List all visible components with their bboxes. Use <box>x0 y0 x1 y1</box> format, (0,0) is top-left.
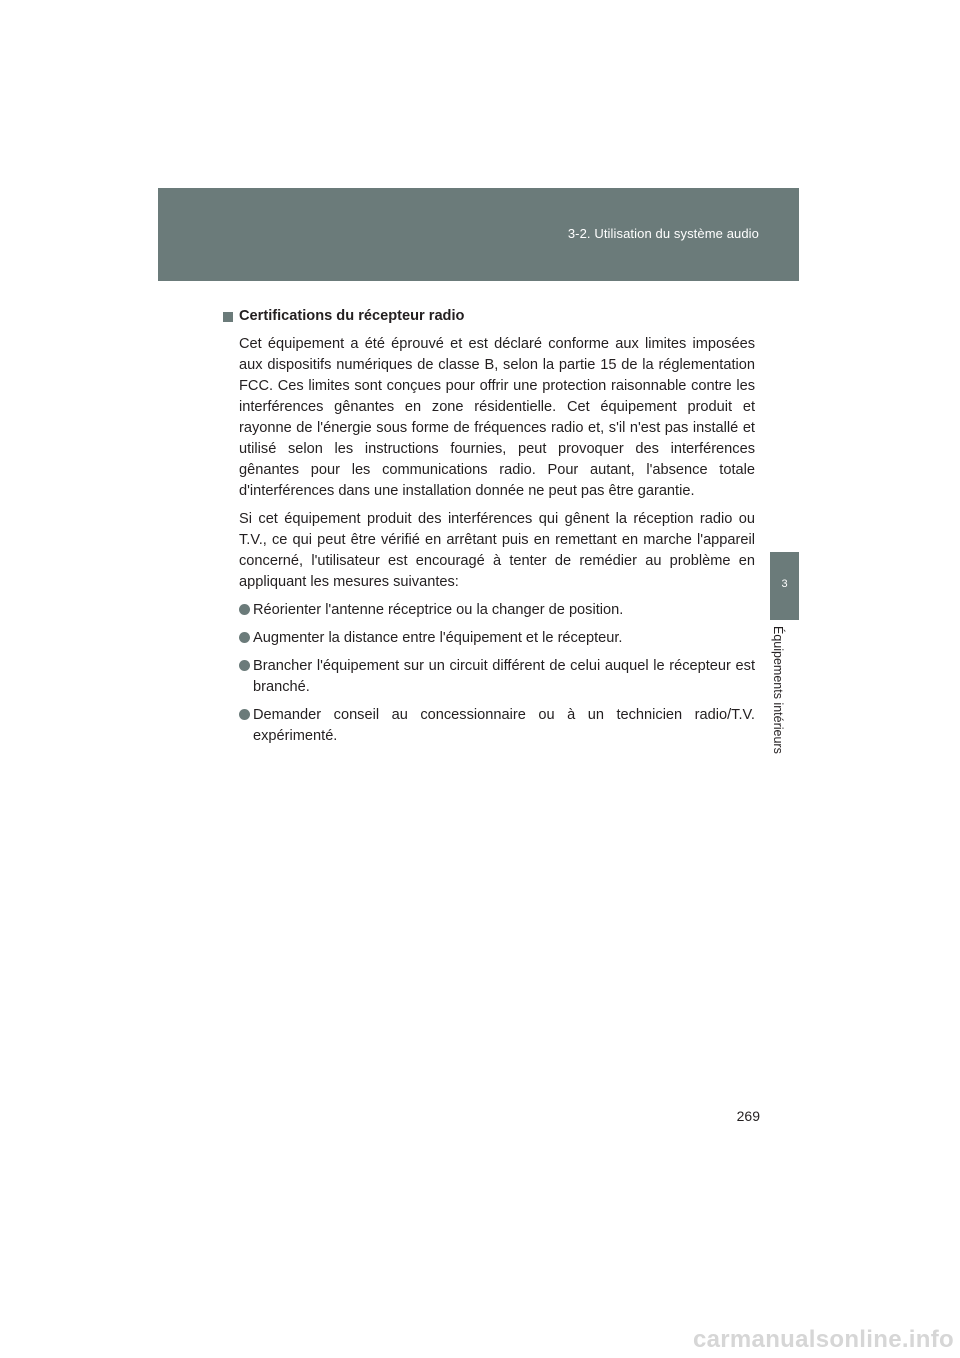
watermark: carmanualsonline.info <box>692 1326 954 1353</box>
list-item <box>239 705 755 747</box>
list-item <box>239 628 755 649</box>
main-content <box>223 306 755 754</box>
header-band <box>158 188 799 281</box>
chapter-number: 3 <box>781 578 788 590</box>
list-item-text: Demander conseil au concessionnaire ou à un technicien radio/T.V. expérimenté. <box>253 707 755 744</box>
list-item-text: Réorienter l'antenne réceptrice ou la changer de position. <box>253 602 624 618</box>
section-title: 3-2. Utilisation du système audio <box>567 226 759 241</box>
list-item-text: Augmenter la distance entre l'équipement et le récepteur. <box>253 630 623 646</box>
section-heading <box>223 306 755 327</box>
chapter-label: Équipements intérieurs <box>771 626 785 754</box>
list-item <box>239 600 755 621</box>
section-heading-text: Certifications du récepteur radio <box>239 308 465 324</box>
circle-bullet-icon <box>239 660 250 671</box>
list-item <box>239 656 755 698</box>
square-bullet-icon <box>223 312 233 322</box>
list-item-text: Brancher l'équipement sur un circuit différent de celui auquel le récepteur est branché. <box>253 658 755 695</box>
page-number: 269 <box>736 1108 760 1124</box>
paragraph: Cet équipement a été éprouvé et est déclaré conforme aux limites imposées aux dispositifs numériques de classe B, selon la partie 15 de la réglementation FCC. Ces limites sont conçues pour offrir une protection raisonnable contre les interférences gênantes en zone résidentielle. Cet équipement produit et rayonne de l'énergie sous forme de fréquences radio et, s'il n'est pas installé et utilisé selon les instructions fournies, peut provoquer des interférences gênantes pour les communications radio. Pour autant, l'absence totale d'interférences dans une installation donnée ne peut pas être garantie. <box>239 336 755 499</box>
circle-bullet-icon <box>239 604 250 615</box>
paragraph: Si cet équipement produit des interférences qui gênent la réception radio ou T.V., ce qui peut être vérifié en arrêtant puis en remettant en marche l'appareil concerné, l'utilisateur est encouragé à tenter de remédier au problème en appliquant les mesures suivantes: <box>239 511 755 590</box>
chapter-number-box <box>770 552 799 620</box>
chapter-label-box <box>772 626 798 766</box>
circle-bullet-icon <box>239 709 250 720</box>
chapter-side-tab <box>770 552 799 782</box>
circle-bullet-icon <box>239 632 250 643</box>
